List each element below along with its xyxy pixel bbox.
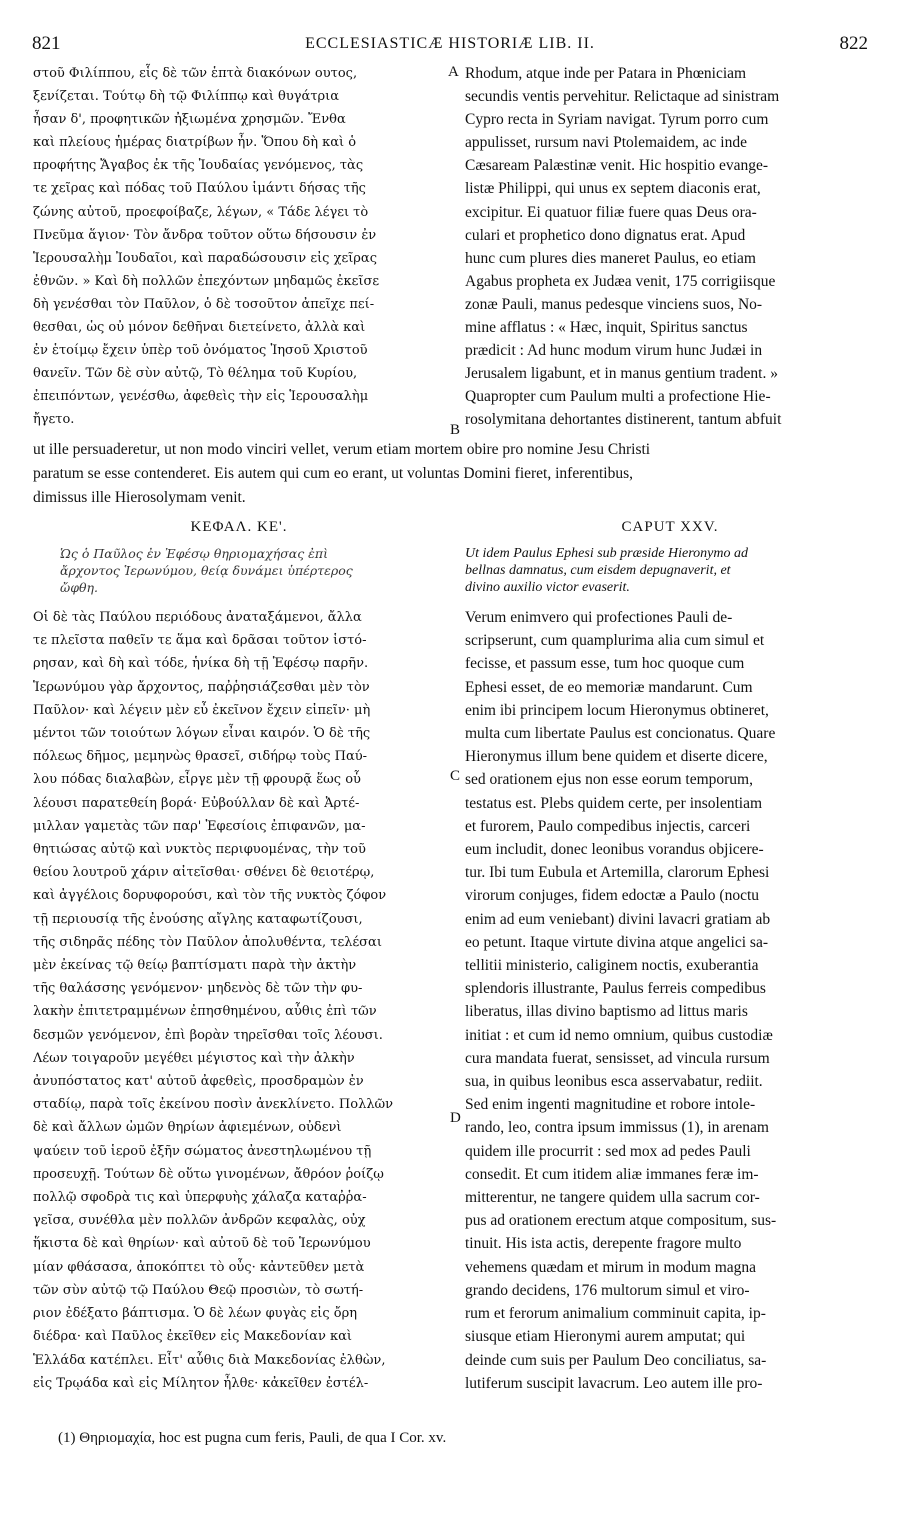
latin-column-bottom xyxy=(465,606,875,1395)
latin-line: tur. Ibi tum Eubula et Artemilla, clarorum Ephesi xyxy=(465,864,770,882)
latin-line: enim ad eum veniebant) divini lavacri gratiam ab xyxy=(465,910,771,928)
latin-line: Rhodum, atque inde per Patara in Phœniciam xyxy=(465,65,747,82)
running-title: ECCLESIASTICÆ HISTORIÆ LIB. II. xyxy=(305,35,595,52)
latin-line: sua, in quibus leonibus esca asservabatur, rediit. xyxy=(465,1073,763,1091)
latin-line: appulisset, rursum navi Ptolemaidem, ac inde xyxy=(465,134,747,152)
margin-marker-d: D xyxy=(450,1110,461,1126)
greek-line: δεσμῶν γενόμενον, ἐπὶ βορὰν τηρεῖσθαι τοῖς λέουσι. xyxy=(33,1027,383,1043)
latin-line: zonæ Pauli, manus pedesque vinciens suos, No- xyxy=(465,295,763,313)
greek-line: λακὴν ἐπιτετραμμένων ἐπησθημένου, αὖθις ἐπὶ τῶν xyxy=(33,1004,377,1020)
summary-line: Ὡς ὁ Παῦλος ἐν Ἐφέσῳ θηριομαχήσας ἐπὶ xyxy=(60,546,329,561)
latin-line: Verum enimvero qui profectiones Pauli de- xyxy=(465,609,733,626)
greek-line: Λέων τοιγαροῦν μεγέθει μέγιστος καὶ τὴν ἀλκὴν xyxy=(33,1050,355,1066)
greek-line: καὶ πλείους ἡμέρας διατρίβων ἦν. Ὅπου δὴ καὶ ὁ xyxy=(33,135,357,151)
greek-line: Ἑλλάδα κατέπλει. Εἶτ' αὖθις διὰ Μακεδονίας ἐλθὼν, xyxy=(33,1352,386,1368)
greek-line: γεῖσα, συνέθλα μὲν πολλῶν ἀνδρῶν κεφαλὰς, οὐχ xyxy=(33,1213,366,1229)
greek-line: Ἱερωνύμου γὰρ ἄρχοντος, παῤῥησιάζεσθαι μὲν τὸν xyxy=(33,679,370,695)
latin-line: prædicit : Ad hunc modum virum hunc Judæi in xyxy=(465,342,763,360)
margin-marker-c: C xyxy=(450,768,461,784)
latin-line: secundis ventis pervehitur. Relictaque ad sinistram xyxy=(465,88,780,106)
greek-line: μίαν φθάσασα, ἀποκόπτει τὸ οὖς· κἀντεῦθεν μετὰ xyxy=(33,1259,365,1275)
latin-line: mitterentur, ne tangere quidem ulla sacrum cor- xyxy=(465,1189,760,1207)
latin-chapter-title: CAPUT XXV. xyxy=(621,519,719,535)
latin-line: fecisse, et passum esse, tum hoc quoque cum xyxy=(465,655,745,673)
latin-line: lutiferum suscipit lavacrum. Leo autem ille pro- xyxy=(465,1374,763,1392)
full-width-latin xyxy=(33,438,873,510)
greek-line: τῆς σιδηρᾶς πέδης τὸν Παῦλον ἀπολυθέντα, τελέσαι xyxy=(33,934,382,950)
latin-line: rando, leo, contra ipsum immissus (1), in arenam xyxy=(465,1119,769,1137)
greek-line: ρησαν, καὶ δὴ καὶ τόδε, ἡνίκα δὴ τῇ Ἐφέσῳ παρῆν. xyxy=(33,656,369,672)
margin-marker-a: A xyxy=(448,64,459,80)
greek-line: ζώνης αὐτοῦ, προεφοίβαζε, λέγων, « Τάδε λέγει τὸ xyxy=(33,204,369,220)
greek-line: τῇ περιουσίᾳ τῆς ἐνούσης αἴγλης καταφωτίζουσι, xyxy=(33,911,363,927)
latin-line: Jerusalem ligabunt, et in manus gentium tradent. » xyxy=(465,365,778,383)
latin-line: eum includit, donec leonibus vorandus objicere- xyxy=(465,841,764,859)
greek-line: Παῦλον· καὶ λέγειν μὲν εὖ ἐκεῖνον ἔχειν εἰπεῖν· μὴ xyxy=(33,702,371,718)
page-number-left: 821 xyxy=(32,33,61,54)
latin-column-top xyxy=(465,62,875,432)
greek-line: δὲ καὶ ἄλλων ὠμῶν θηρίων ἀφιεμένων, οὐδενὶ xyxy=(33,1120,342,1136)
full-width-line: ut ille persuaderetur, ut non modo vinciri vellet, verum etiam mortem obire pro nomine Jesu Christi xyxy=(33,441,651,458)
greek-line: Ἱερουσαλὴμ Ἰουδαῖοι, καὶ παραδώσουσιν εἰς χεῖρας xyxy=(33,250,377,266)
latin-line: liberatus, illas divino baptismo ad littus maris xyxy=(465,1003,748,1021)
full-width-line: paratum se esse contenderet. Eis autem qui cum eo erant, ut voluntas Domini fieret, inferentibus, xyxy=(33,465,634,482)
latin-line: listæ Philippi, qui unus ex septem diaconis erat, xyxy=(465,180,761,198)
latin-chapter-summary xyxy=(465,545,875,596)
latin-line: deinde cum suis per Paulum Deo conciliatus, sa- xyxy=(465,1351,767,1369)
greek-column-bottom xyxy=(33,606,445,1395)
latin-line: scripserunt, cum quamplurima alia cum simul et xyxy=(465,632,765,650)
latin-line: et furorem, Paulo compedibus injectis, carceri xyxy=(465,817,751,835)
greek-line: τῆς θαλάσσης γενόμενον· μηδενὸς δὲ τῶν τὴν φυ- xyxy=(33,981,363,997)
greek-line: λέουσι παρατεθείη βορά· Εὐβούλλαν δὲ καὶ Ἀρτέ- xyxy=(33,795,360,811)
greek-line: διέδρα· καὶ Παῦλος ἐκεῖθεν εἰς Μακεδονίαν καὶ xyxy=(33,1329,352,1345)
greek-column-top xyxy=(33,62,445,432)
greek-line: ἦσαν δ', προφητικῶν ἠξιωμένα χρησμῶν. Ἔνθα xyxy=(33,112,346,128)
greek-line: μιλλαν γαμετὰς τῶν παρ' Ἐφεσίοις ἐπιφανῶν, μα- xyxy=(33,818,366,834)
latin-line: Cypro recta in Syriam navigat. Tyrum porro cum xyxy=(465,111,769,129)
latin-line: quidem ille procurrit : sed mox ad pedes Pauli xyxy=(465,1142,751,1160)
latin-line: consedit. Et cum itidem aliæ immanes feræ im- xyxy=(465,1165,759,1183)
latin-line: excipitur. Ei quatuor filiæ fuere quas Deus ora- xyxy=(465,203,757,221)
footnote: (1) Θηριομαχία, hoc est pugna cum feris, Pauli, de qua I Cor. xv. xyxy=(58,1430,447,1446)
greek-line: ἤγετο. xyxy=(33,412,75,428)
latin-line: enim ibi principem locum Hieronymus obtineret, xyxy=(465,701,769,719)
full-width-line: dimissus ille Hierosolymam venit. xyxy=(33,489,246,506)
greek-line: ἐπειπόντων, γενέσθω, ἀφεθεὶς τὴν εἰς Ἱερουσαλὴμ xyxy=(33,389,369,405)
greek-line: τε πλεῖστα παθεῖν τε ἅμα καὶ δρᾶσαι τοῦτον ἱστό- xyxy=(33,633,367,649)
summary-line: Ut idem Paulus Ephesi sub præside Hieronymo ad xyxy=(465,546,748,561)
latin-line: siusque etiam Hieronymi aurem amputat; qui xyxy=(465,1328,746,1346)
latin-line: eo petunt. Itaque virtute divina atque angelici sa- xyxy=(465,933,768,951)
latin-line: pus ad orationem erectum atque compositum, sus- xyxy=(465,1212,777,1230)
greek-line: Πνεῦμα ἅγιον· Τὸν ἄνδρα τοῦτον οὕτω δήσουσιν ἐν xyxy=(33,227,377,243)
greek-line: πόλεως δῆμος, μεμηνὼς θρασεῖ, σιδήρῳ τοὺς Παύ- xyxy=(33,749,368,765)
latin-line: rosolymitana dehortantes distinerent, tantum abfuit xyxy=(465,411,782,429)
page-header xyxy=(32,33,868,59)
latin-line: Quapropter cum Paulum multi a profectione Hie- xyxy=(465,388,771,406)
greek-line: θανεῖν. Τῶν δὲ σὺν αὐτῷ, Τὸ θέλημα τοῦ Κυρίου, xyxy=(33,366,358,382)
latin-line: mine afflatus : « Hæc, inquit, Spiritus sanctus xyxy=(465,319,748,337)
greek-line: ἐν ἑτοίμῳ ἔχειν ὑπὲρ τοῦ ὀνόματος Ἰησοῦ Χριστοῦ xyxy=(33,343,368,359)
greek-line: εἰς Τρῳάδα καὶ εἰς Μίλητον ἦλθε· κἀκεῖθεν ἐστέλ- xyxy=(33,1375,369,1391)
greek-line: προσευχῇ. Τούτων δὲ οὕτω γινομένων, ἄθρόον ῥοίζῳ xyxy=(33,1166,384,1182)
latin-line: vehemens quædam et mirum in modum magna xyxy=(465,1258,757,1276)
greek-line: ριον ἐδέξατο βάπτισμα. Ὁ δὲ λέων φυγὰς εἰς ὄρη xyxy=(33,1306,358,1322)
greek-line: θείου λουτροῦ χάριν αἰτεῖσθαι· σθένει δὲ θειοτέρῳ, xyxy=(33,865,375,881)
latin-line: culari et prophetico dono dignatus erat. Apud xyxy=(465,226,746,244)
greek-line: λου πόδας διαλαβὼν, εἶργε μὲν τῇ φρουρᾷ ἕως οὗ xyxy=(33,772,361,788)
latin-line: Hieronymus illum bene quidem et diserte dicere, xyxy=(465,748,768,766)
latin-line: rum et ferorum animalium comminuit capita, ip- xyxy=(465,1305,766,1323)
greek-line: στοῦ Φιλίππου, εἷς δὲ τῶν ἑπτὰ διακόνων ουτος, xyxy=(33,66,358,81)
margin-marker-b: B xyxy=(450,422,461,438)
latin-line: Sed enim ingenti magnitudine et robore intole- xyxy=(465,1096,756,1114)
greek-line: θητιώσας αὐτῷ καὶ νυκτὸς περιφυομένας, τὴν τοῦ xyxy=(33,842,366,858)
greek-line: σταδίῳ, παρὰ τοῖς ἐκείνου ποσὶν ἀνεκλίνετο. Πολλῶν xyxy=(33,1097,394,1113)
greek-line: ἀνυπόστατος κατ' αὐτοῦ ἀφεθεὶς, προσδραμὼν ἐν xyxy=(33,1074,364,1090)
greek-line: Οἱ δὲ τὰς Παύλου περιόδους ἀναταξάμενοι, ἄλλα xyxy=(33,610,362,625)
summary-line: ἄρχοντος Ἱερωνύμου, θείᾳ δυνάμει ὑπέρτερος xyxy=(60,563,353,578)
latin-line: tellitii ministerio, caliginem noctis, exuberantia xyxy=(465,957,759,975)
latin-line: cura mandata fuerat, sensisset, ad vincula rursum xyxy=(465,1049,770,1067)
greek-line: ἐθνῶν. » Καὶ δὴ πολλῶν ἐπεχόντων μηδαμῶς ἐκεῖσε xyxy=(33,273,380,289)
latin-line: Ephesi esset, de eo memoriæ mandarunt. Cum xyxy=(465,678,753,696)
summary-line: bellnas damnatus, cum eisdem depugnaverit, et xyxy=(465,563,731,578)
greek-line: δὴ γενέσθαι τὸν Παῦλον, ὁ δὲ τοσοῦτον ἀπεῖχε πεί- xyxy=(33,296,375,312)
latin-line: grando decidens, 176 multorum simul et viro- xyxy=(465,1281,750,1299)
latin-line: multa cum libertate Paulus est concionatus. Quare xyxy=(465,725,776,743)
greek-chapter-title: ΚΕΦΑΛ. ΚΕ'. xyxy=(190,519,288,535)
summary-line: divino auxilio victor evaserit. xyxy=(465,580,630,595)
latin-line: tinuit. His ista actis, derepente fragore multo xyxy=(465,1235,742,1253)
greek-line: θεσθαι, ὡς οὐ μόνον δεθῆναι διετείνετο, ἀλλὰ καὶ xyxy=(33,320,366,336)
latin-line: testatus est. Plebs quidem certe, per insolentiam xyxy=(465,794,763,812)
latin-line: sed orationem ejus non esse eorum temporum, xyxy=(465,771,753,789)
greek-line: τῶν σὺν αὐτῷ τῷ Παύλου Θεῷ προσιὼν, τὸ σωτή- xyxy=(33,1282,364,1298)
greek-line: ἥκιστα δὲ καὶ θηρίων· καὶ αὐτοῦ δὲ τοῦ Ἱερωνύμου xyxy=(33,1236,371,1252)
greek-chapter-summary xyxy=(60,545,445,596)
page-number-right: 822 xyxy=(839,33,868,54)
greek-line: πολλῷ σφοδρὰ τις καὶ ὑπερφυὴς χάλαζα καταῤῥα- xyxy=(33,1190,367,1206)
greek-line: καὶ ἀγγέλοις δορυφορούσι, καὶ τὸν τῆς νυκτὸς ζόφον xyxy=(33,888,387,904)
greek-line: προφήτης Ἄγαβος ἐκ τῆς Ἰουδαίας γενόμενος, τὰς xyxy=(33,158,364,174)
summary-line: ὤφθη. xyxy=(60,580,98,595)
latin-line: virorum conjuges, fidem edoctæ a Paulo (noctu xyxy=(465,887,760,905)
greek-line: ξενίζεται. Τούτῳ δὴ τῷ Φιλίππῳ καὶ θυγάτρια xyxy=(33,89,340,105)
latin-line: initiat : et cum id nemo omnium, quibus custodiæ xyxy=(465,1026,773,1044)
latin-line: splendoris illustrante, Paulus ferreis compedibus xyxy=(465,980,766,998)
latin-line: hunc cum plures dies maneret Paulus, eo etiam xyxy=(465,249,756,267)
greek-line: τε χεῖρας καὶ πόδας τοῦ Παύλου ἱμάντι δήσας τῆς xyxy=(33,181,366,197)
greek-line: μὲν ἐκείνας τῷ θείῳ βαπτίσματι παρὰ τὴν ἀκτὴν xyxy=(33,958,357,974)
greek-line: μέντοι τῶν τοιούτων λόγων εἶναι καιρόν. Ὁ δὲ τῆς xyxy=(33,726,371,742)
latin-line: Cæsaream Palæstinæ venit. Hic hospitio evange- xyxy=(465,157,769,175)
greek-line: ψαύειν τοῦ ἱεροῦ ἐξῆν σώματος ἀνεστηλωμένου τῇ xyxy=(33,1143,372,1159)
latin-line: Agabus propheta ex Judæa venit, 175 corrigiisque xyxy=(465,272,776,290)
